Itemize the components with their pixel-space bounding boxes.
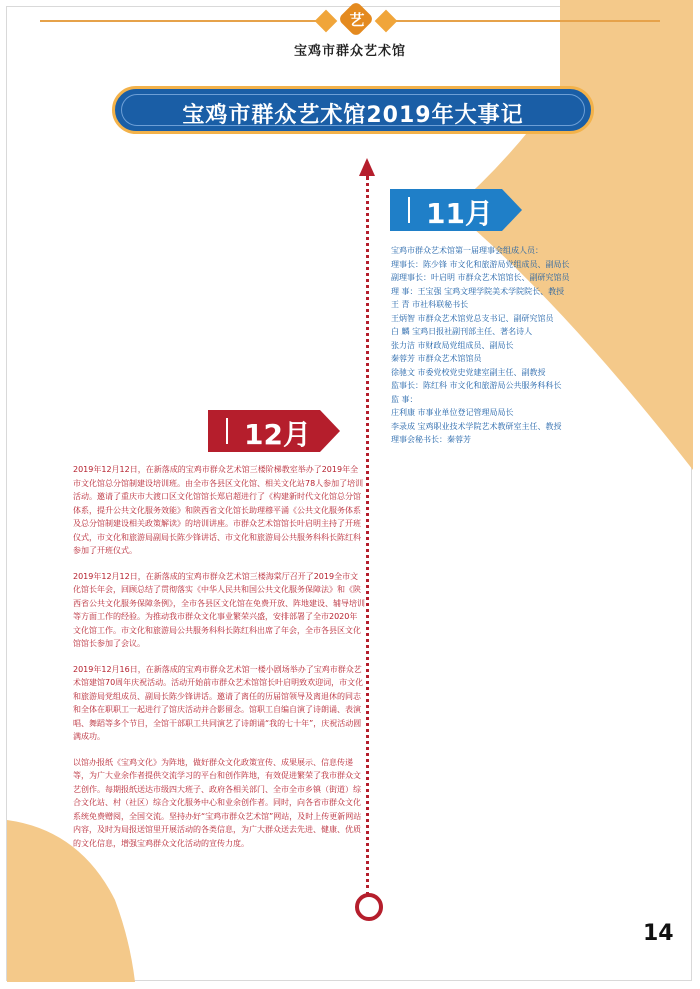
list-item: 王炳智 市群众艺术馆党总支书记、副研究馆员 (391, 313, 554, 323)
list-item: 宝鸡市群众艺术馆第一届理事会组成人员： (391, 246, 543, 255)
title-banner (112, 86, 594, 134)
page-title: 宝鸡市群众艺术馆2019年大事记 (182, 103, 524, 128)
list-item: 白 麟 宝鸡日报社副刊部主任、著名诗人 (391, 327, 533, 336)
timeline-line (366, 176, 369, 896)
november-board-list (391, 244, 603, 447)
list-item: 副理事长：叶启明 市群众艺术馆馆长、副研究馆员 (391, 273, 570, 282)
month-label: 11月 (426, 197, 493, 230)
month-tag-november (390, 189, 524, 231)
month-label: 12月 (244, 418, 311, 451)
list-item: 张力洁 市财政局党组成员、副局长 (391, 340, 514, 350)
december-events (73, 463, 365, 862)
list-item: 李录成 宝鸡职业技术学院艺术教研室主任、教授 (391, 421, 562, 431)
timeline-end-circle-icon (355, 893, 383, 921)
list-item: 监 事： (391, 394, 418, 404)
logo-glyph: 艺 (349, 11, 365, 29)
event-paragraph: 以馆办报纸《宝鸡文化》为阵地，做好群众文化政策宣传、成果展示、信息传递等，为广大业余作者提供交流学习的平台和创作阵地，有效促进繁荣了我市群众文艺创作。每期报纸送达市级四大班子、政府各相关部门、全市全市乡镇（街道）综合文化站、村（社区）综合文化服务中心和业余创作者。同时，向各省市群众文化系统免费赠阅，全国交流。坚持办好“宝鸡市群众艺术馆”网站，及时上传更新网站内容，及时为局报送馆里开展活动的各类信息，为广大群众送去先进、健康、优质的文化信息，增强宝鸡群众文化活动的宣传力度。 (73, 757, 362, 848)
event-paragraph: 2019年12月16日，在新落成的宝鸡市群众艺术馆一楼小剧场举办了宝鸡市群众艺术馆建馆70周年庆祝活动。活动开始前市群众艺术馆馆长叶启明致欢迎词，市文化和旅游局党组成员、副局长陈少锋讲话。邀请了离任的历届馆领导及离退休的同志和全体在职职工一起进行了馆庆活动并合影留念。馆职工自编自演了诗朗诵、表演唱、舞蹈等多个节目，全馆干部职工共同演艺了诗朗诵“我的七十年”，庆祝活动圆满成功。 (73, 664, 364, 741)
header-rule-right (382, 20, 660, 22)
list-item: 监事长：陈红科 市文化和旅游局公共服务科科长 (391, 381, 562, 390)
list-item: 秦蓉芳 市群众艺术馆馆员 (391, 354, 482, 363)
timeline-arrow-icon (359, 158, 375, 176)
list-item: 王 青 市社科联秘书长 (391, 300, 469, 309)
list-item: 理事会秘书长：秦蓉芳 (391, 435, 471, 444)
event-paragraph: 2019年12月12日，在新落成的宝鸡市群众艺术馆三楼海棠厅召开了2019全市文化馆长年会，回顾总结了贯彻落实《中华人民共和国公共文化服务保障法》和《陕西省公共文化服务保障条例》，全市各县区文化馆在免费开放、阵地建设、辅导培训等方面工作的经验。为推动我市群众文化事业繁荣兴盛，安排部署了全市2020年文化馆工作。市文化和旅游局公共服务科科长陈红科出席了年会，全市各县区文化馆馆长参加了会议。 (73, 571, 365, 648)
header-rule-left (40, 20, 330, 22)
list-item: 庄利康 市事业单位登记管理局局长 (391, 408, 514, 417)
list-item: 理事长：陈少锋 市文化和旅游局党组成员、副局长 (391, 259, 570, 269)
page-number: 14 (643, 921, 674, 946)
month-tag-december (208, 410, 342, 452)
list-item: 理 事：王宝强 宝鸡文理学院美术学院院长、教授 (391, 286, 565, 296)
list-item: 徐驰文 市委党校党史党建室副主任、副教授 (391, 367, 546, 377)
org-name: 宝鸡市群众艺术馆 (293, 44, 406, 59)
event-paragraph: 2019年12月12日，在新落成的宝鸡市群众艺术馆三楼阶梯教室举办了2019年全市文化馆总分馆制建设培训班。由全市各县区文化馆、相关文化站78人参加了培训活动。邀请了重庆市大渡口区文化馆馆长郑启超进行了《构建新时代文化馆总分馆体系，提升公共文化服务效能》和陕西省文化馆长助理穆平涌《公共文化服务体系及总分馆制建设相关政策解读》的培训讲座。市群众艺术馆馆长叶启明主持了开班仪式，市文化和旅游局副局长陈少锋讲话、市文化和旅游局公共服务科科长陈红科参加了开班仪式。 (73, 465, 364, 555)
